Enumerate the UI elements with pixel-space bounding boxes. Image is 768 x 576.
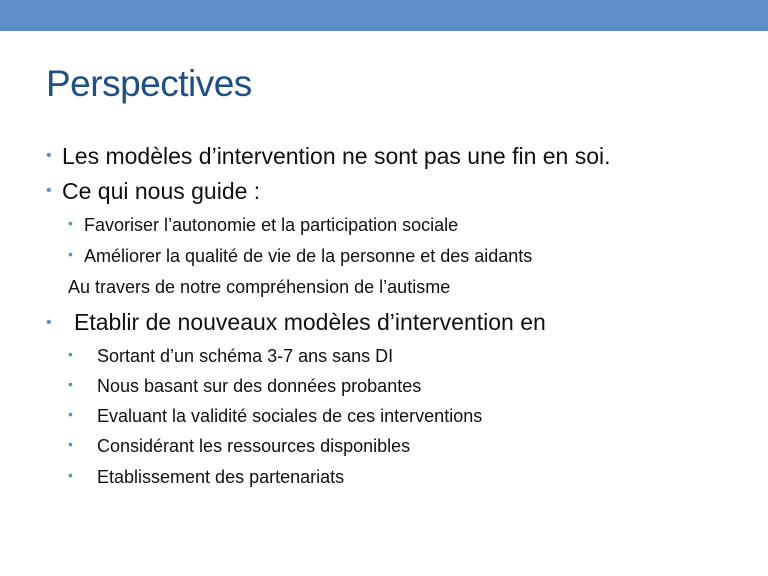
list-item-text: Evaluant la validité sociales de ces interventions	[97, 406, 483, 426]
slide-title: Perspectives	[46, 63, 252, 104]
bullet-dot-icon: •	[46, 147, 52, 164]
bullet-dot-icon: •	[68, 215, 73, 231]
bullet-dot-icon: •	[46, 314, 52, 331]
bullet-dot-icon: •	[68, 246, 73, 262]
list-item-text: Etablissement des partenariats	[97, 467, 345, 487]
list-item-text: Ce qui nous guide :	[62, 178, 261, 204]
bullet-dot-icon: •	[68, 436, 73, 452]
bullet-dot-icon: •	[68, 406, 73, 422]
list-item-text: Considérant les ressources disponibles	[97, 436, 411, 456]
list-item-text: Améliorer la qualité de vie de la personne et des aidants	[84, 246, 533, 266]
list-item-text: Les modèles d’intervention ne sont pas une fin en soi.	[62, 143, 611, 169]
bullet-dot-icon: •	[46, 182, 52, 199]
list-item-text: Au travers de notre compréhension de l’autisme	[68, 277, 451, 297]
header-bar	[0, 0, 768, 31]
list-item-text: Etablir de nouveaux modèles d’intervention en	[74, 309, 546, 335]
bullet-dot-icon: •	[68, 467, 73, 483]
list-item-text: Favoriser l’autonomie et la participation sociale	[84, 215, 459, 235]
list-item-text: Nous basant sur des données probantes	[97, 376, 422, 396]
bullet-dot-icon: •	[68, 346, 73, 362]
bullet-dot-icon: •	[68, 376, 73, 392]
list-item-text: Sortant d’un schéma 3-7 ans sans DI	[97, 346, 394, 366]
